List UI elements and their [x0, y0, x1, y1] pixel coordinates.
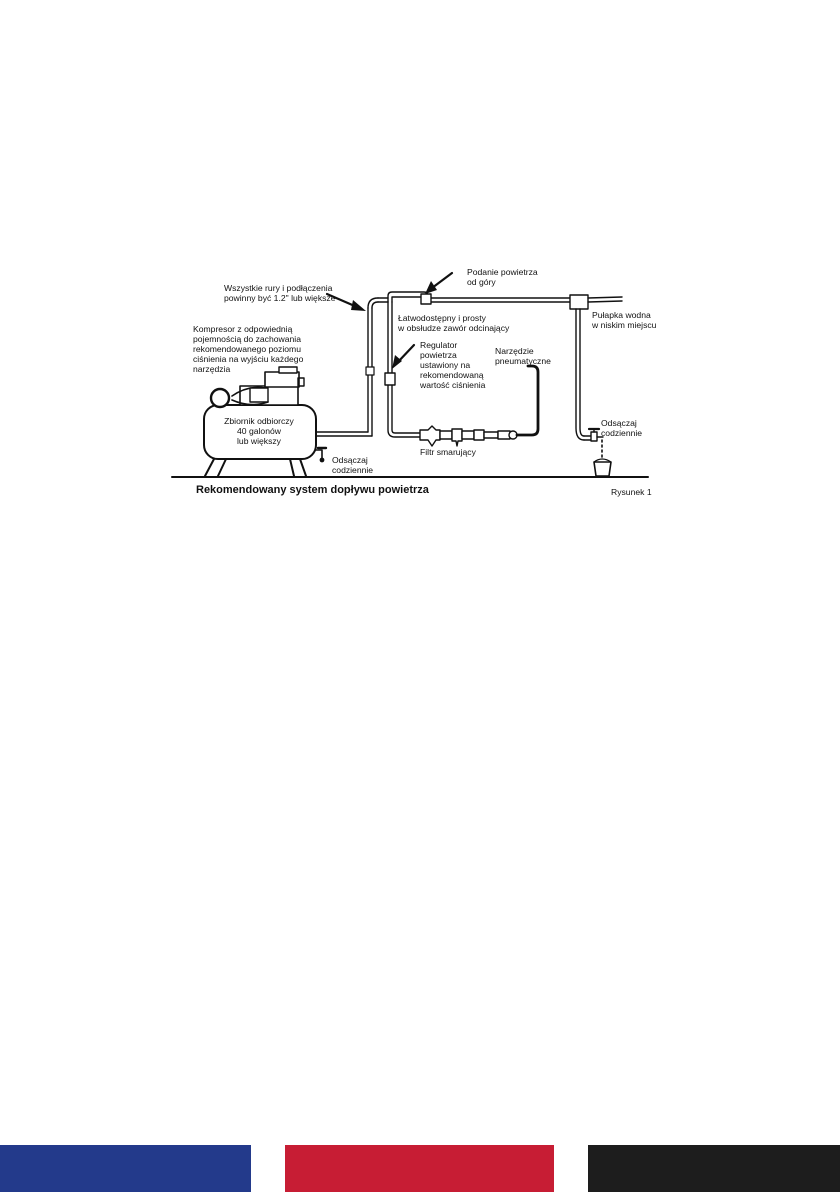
label-tank: Zbiornik odbiorczy 40 galonów lub większy — [224, 416, 294, 446]
label-drain-trap: Odsączaj codziennie — [601, 418, 643, 438]
footer-band-red — [285, 1145, 554, 1192]
figure-caption: Rekomendowany system dopływu powietrza — [196, 484, 429, 496]
footer-band-blue — [0, 1145, 251, 1192]
label-water-trap: Pułapka wodna w niskim miejscu — [592, 310, 657, 330]
filter-lubricator — [420, 426, 517, 446]
figure-number: Rysunek 1 — [611, 487, 652, 497]
tank-drain-valve — [316, 448, 326, 462]
label-lubricator: Filtr smarujący — [420, 447, 476, 457]
label-drain-tank: Odsączaj codziennie — [332, 455, 374, 475]
label-supply-top: Podanie powietrza od góry — [467, 267, 538, 287]
footer-band-black — [588, 1145, 840, 1192]
label-pipes: Wszystkie rury i podłączenia powinny być 1.2" lub większe — [224, 283, 336, 303]
label-regulator: Regulator powietrza ustawiony na rekomendowaną wartość ciśnienia — [420, 340, 486, 390]
label-compressor: Kompresor z odpowiednią pojemnością do zachowania rekomendowanego poziomu ciśnienia na wyjściu każdego narzędzia — [193, 324, 304, 374]
tool-hose — [517, 366, 538, 435]
label-tool: Narzędzie pneumatyczne — [495, 346, 551, 366]
label-shutoff-valve: Łatwodostępny i prosty w obsłudze zawór odcinający — [398, 313, 510, 333]
